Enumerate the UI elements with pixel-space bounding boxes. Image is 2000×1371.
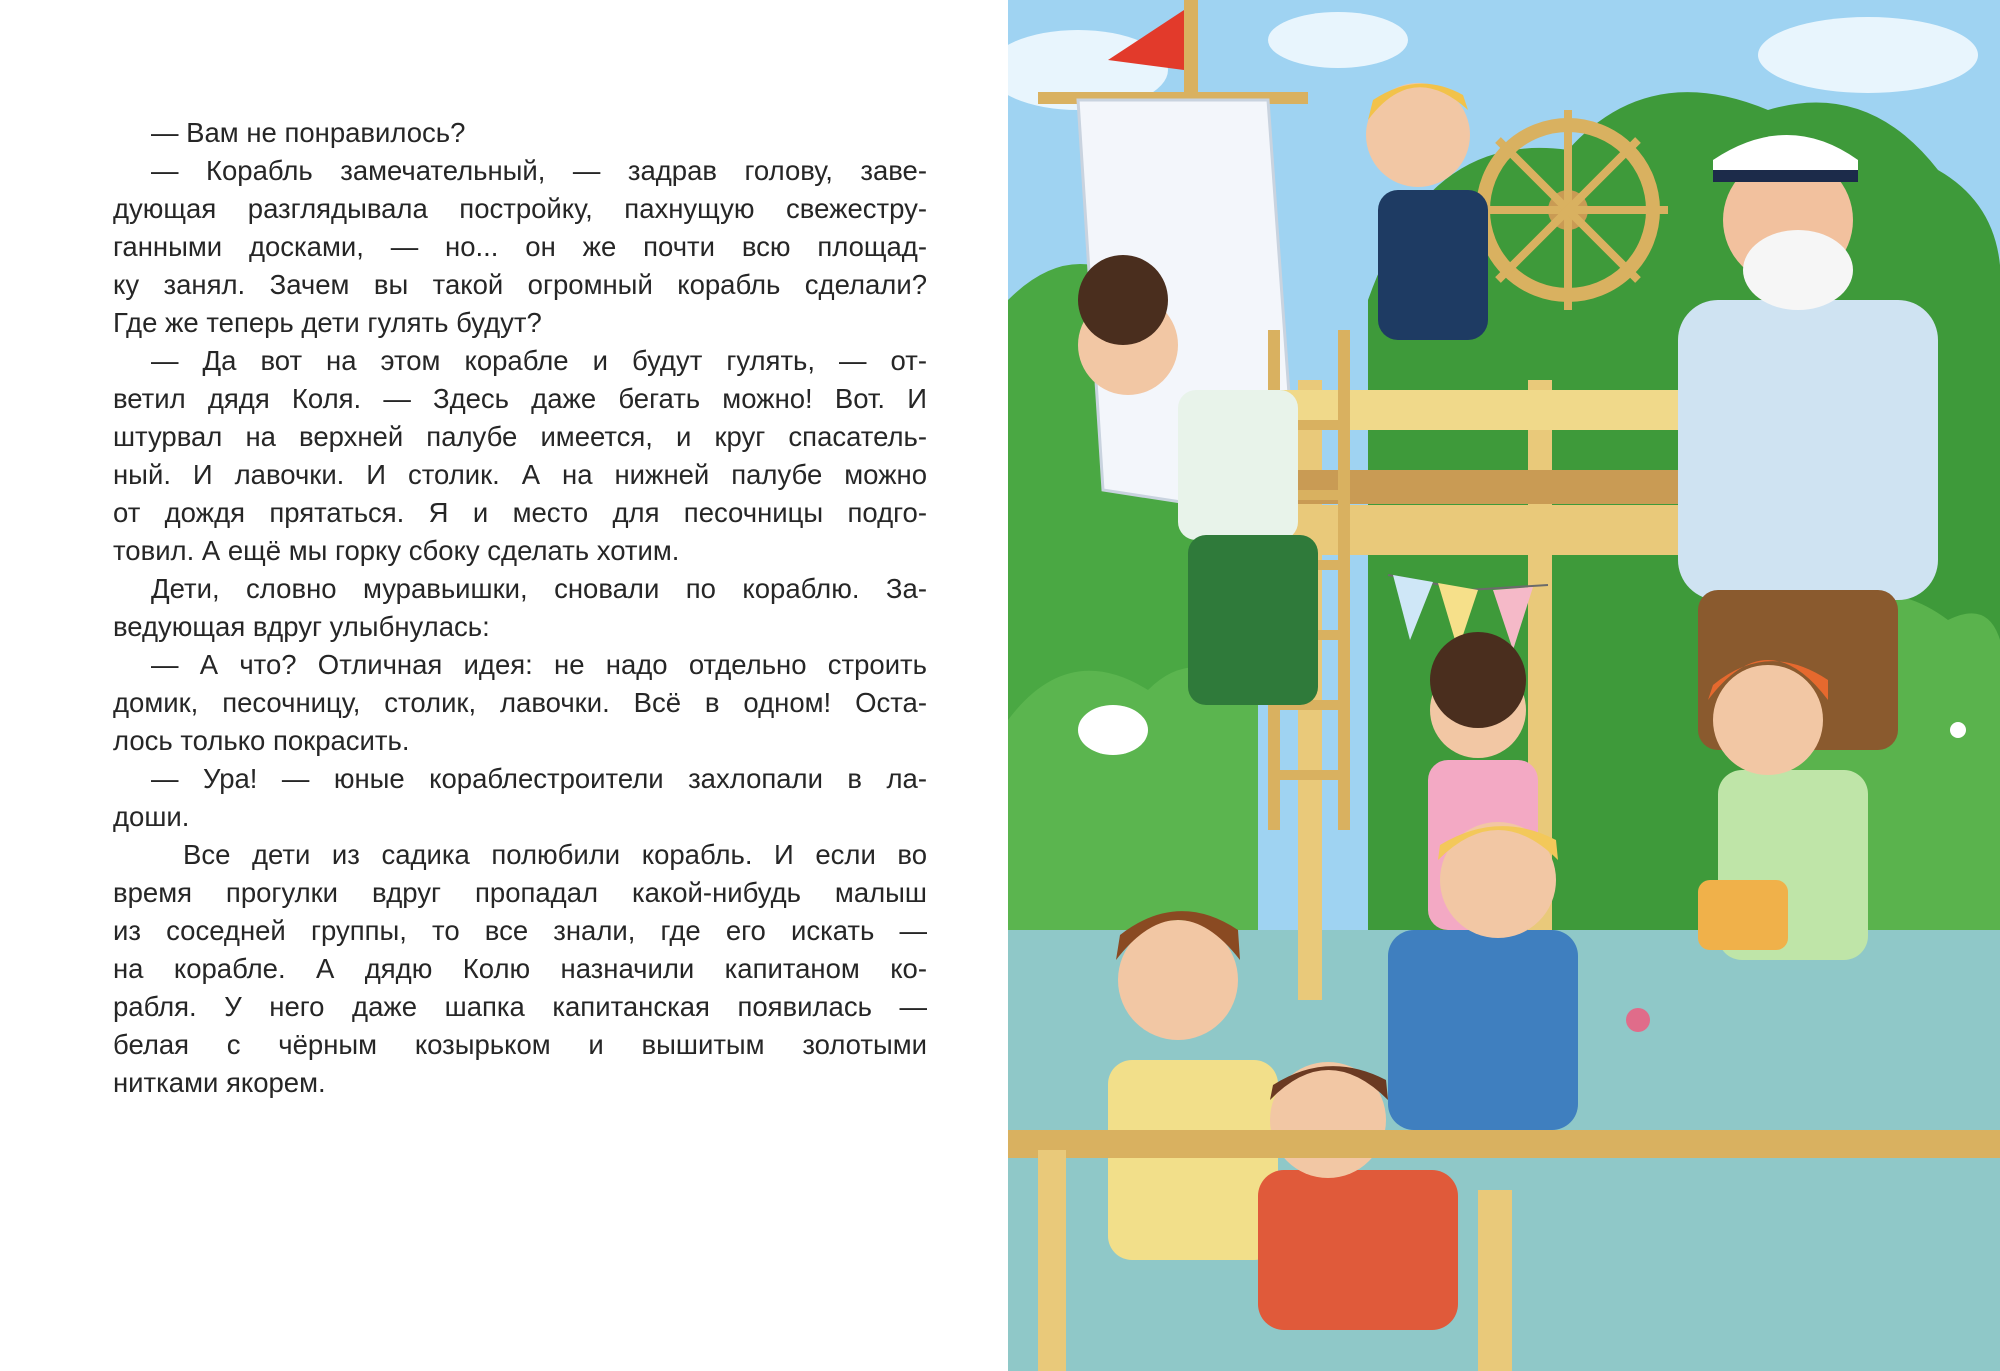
text-line: лось только покрасить. [113,725,410,756]
illustration-children-ship [1008,0,2000,1371]
paragraph [113,152,927,342]
paragraph [113,570,927,646]
text-line: из соседней группы, то все знали, где его искать — [113,915,927,946]
text-line: штурвал на верхней палубе имеется, и круг спасатель- [113,421,927,452]
text-line: ганными досками, — но... он же почти всю площад- [113,231,927,262]
text-line: рабля. У него даже шапка капитанская появилась — [113,991,927,1022]
daisy [1950,722,1966,738]
text-line: Дети, словно муравьишки, сновали по кораблю. За- [151,573,927,604]
text-line: ведующая вдруг улыбнулась: [113,611,490,642]
text-line: — А что? Отличная идея: не надо отдельно строить [151,649,927,680]
paragraph [113,836,927,1102]
paragraph [113,760,927,836]
paragraph [113,646,927,760]
text-line: домик, песочницу, столик, лавочки. Всё в одном! Оста- [113,687,927,718]
text-line: от дождя прятаться. Я и место для песочницы подго- [113,497,927,528]
hull-rail [1008,1130,2000,1158]
ladder-rung [1268,770,1350,780]
text-line: — Вам не понравилось? [151,117,466,148]
ladder-rail [1338,330,1350,830]
paragraph [113,342,927,570]
text-line: время прогулки вдруг пропадал какой-нибудь малыш [113,877,927,908]
hull-post [1478,1190,1512,1371]
text-line: нитками якорем. [113,1067,326,1098]
text-line: доши. [113,801,190,832]
text-line: товил. А ещё мы горку сбоку сделать хотим. [113,535,680,566]
text-line: — Ура! — юные кораблестроители захлопали в ла- [151,763,927,794]
text-line: Где же теперь дети гулять будут? [113,307,542,338]
cloud [1758,17,1978,93]
illustration-canvas [1008,0,2000,1371]
hull-post [1038,1150,1066,1371]
paragraph [113,114,927,152]
text-line: на корабле. А дядю Колю назначили капитаном ко- [113,953,927,984]
text-line: ветил дядя Коля. — Здесь даже бегать можно! Вот. И [113,383,927,414]
text-line: ный. И лавочки. И столик. А на нижней палубе можно [113,459,927,490]
text-line: Все дети из садика полюбили корабль. И если во [183,839,927,870]
text-line: — Да вот на этом корабле и будут гулять, — от- [151,345,927,376]
story-text [113,114,927,1102]
cloud [1268,12,1408,68]
text-line: ку занял. Зачем вы такой огромный корабль сделали? [113,269,927,300]
text-line: — Корабль замечательный, — задрав голову, заве- [151,155,927,186]
text-line: дующая разглядывала постройку, пахнущую свежестру- [113,193,927,224]
text-line: белая с чёрным козырьком и вышитым золотыми [113,1029,927,1060]
